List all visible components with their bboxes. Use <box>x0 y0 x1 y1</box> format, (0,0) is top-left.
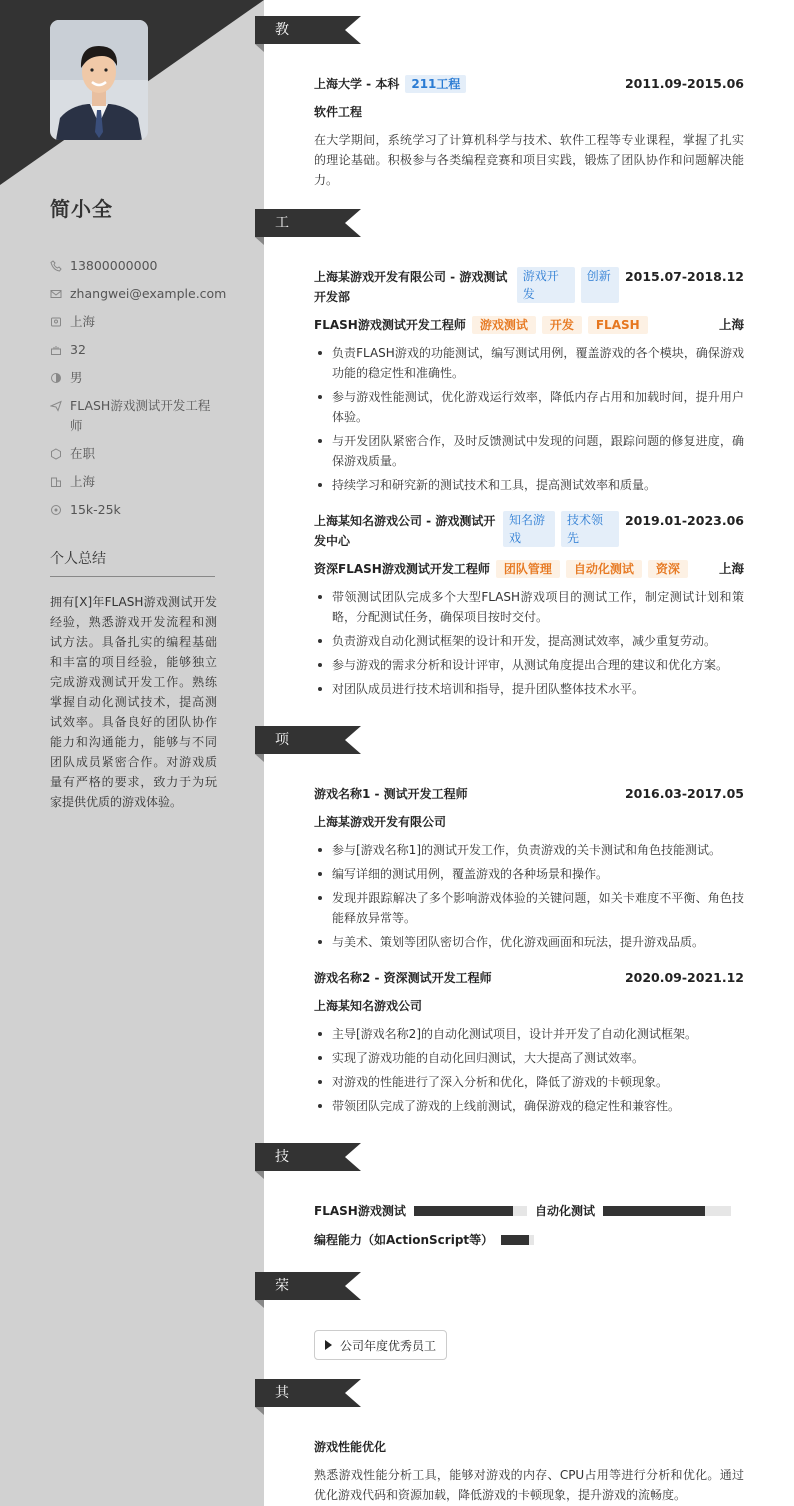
list-item: 对团队成员进行技术培训和指导，提升团队整体技术水平。 <box>314 679 744 699</box>
project-date: 2016.03-2017.05 <box>624 786 744 801</box>
project-entry-2 <box>314 968 744 1120</box>
project-bullets <box>314 840 744 952</box>
contact-job <box>50 396 220 436</box>
work-company-tags <box>503 511 625 547</box>
sidebar <box>0 0 264 1506</box>
skill-name: FLASH游戏测试 <box>314 1204 406 1218</box>
mail-icon <box>50 288 62 300</box>
work-company-tags <box>517 267 625 303</box>
contact-email <box>50 284 227 304</box>
other-title: 游戏性能优化 <box>314 1440 387 1454</box>
list-item: 参与游戏的需求分析和设计评审，从测试角度提出合理的建议和优化方案。 <box>314 655 744 675</box>
section-work-title: 工作经历 <box>275 215 290 315</box>
skill-bar <box>603 1206 731 1216</box>
work-company: 上海某知名游戏公司 - 游戏测试开发中心 <box>314 514 496 548</box>
contact-phone <box>50 256 220 276</box>
list-item: 编写详细的测试用例，覆盖游戏的各种场景和操作。 <box>314 864 744 884</box>
city-icon <box>50 476 62 488</box>
education-school-line <box>314 74 466 94</box>
list-item: 负责游戏自动化测试框架的设计和开发，提高测试效率，减少重复劳动。 <box>314 631 744 651</box>
work-date: 2019.01-2023.06 <box>624 513 744 528</box>
skill-bar-fill <box>501 1235 529 1245</box>
project-entry-1 <box>314 784 744 956</box>
skill-bar-fill <box>414 1206 513 1216</box>
award-item <box>314 1330 447 1360</box>
age-icon <box>50 344 62 356</box>
gender-icon <box>50 372 62 384</box>
contact-phone-text: 13800000000 <box>70 258 158 273</box>
play-icon <box>325 1340 332 1350</box>
work-company-tag: 技术领先 <box>561 511 619 547</box>
skill-tag: 自动化测试 <box>566 560 642 578</box>
list-item: 与美术、策划等团队密切合作，优化游戏画面和玩法，提升游戏品质。 <box>314 932 744 952</box>
work-role-line <box>314 315 648 335</box>
project-title: 游戏名称1 - 测试开发工程师 <box>314 787 468 801</box>
skill-tag: 开发 <box>542 316 582 334</box>
section-awards-title: 荣誉奖项 <box>275 1278 290 1378</box>
project-title: 游戏名称2 - 资深测试开发工程师 <box>314 971 492 985</box>
skill-name: 编程能力（如ActionScript等） <box>314 1233 494 1247</box>
section-education-title: 教育经历 <box>275 22 290 122</box>
education-entry <box>314 74 744 190</box>
education-major: 软件工程 <box>314 105 363 119</box>
project-company: 上海某知名游戏公司 <box>314 999 423 1013</box>
work-role-line <box>314 559 688 579</box>
section-projects-title: 项目经历 <box>275 732 290 832</box>
contact-age-text: 32 <box>70 342 86 357</box>
status-icon <box>50 448 62 460</box>
project-date: 2020.09-2021.12 <box>624 970 744 985</box>
contact-location <box>50 312 220 332</box>
skill-tag: FLASH <box>588 316 648 334</box>
section-other-title: 其他信息 <box>275 1385 290 1485</box>
list-item: 发现并跟踪解决了多个影响游戏体验的关键问题，如关卡难度不平衡、角色技能释放异常等。 <box>314 888 744 928</box>
project-bullets <box>314 1024 744 1116</box>
avatar <box>50 20 148 140</box>
education-desc: 在大学期间，系统学习了计算机科学与技术、软件工程等专业课程，掌握了扎实的理论基础。积极参与各类编程竞赛和项目实践，锻炼了团队协作和问题解决能力。 <box>314 133 744 187</box>
work-bullets <box>314 343 744 495</box>
list-item: 参与[游戏名称1]的测试开发工作，负责游戏的关卡测试和角色技能测试。 <box>314 840 744 860</box>
skills-row <box>314 1202 744 1219</box>
skill-tag: 团队管理 <box>496 560 560 578</box>
work-bullets <box>314 587 744 699</box>
work-company-tag: 知名游戏 <box>503 511 555 547</box>
education-school: 上海大学 - 本科 <box>314 77 400 91</box>
contact-city <box>50 472 220 492</box>
awards-list <box>314 1330 744 1360</box>
list-item: 负责FLASH游戏的功能测试，编写测试用例，覆盖游戏的各个模块，确保游戏功能的稳定性和准确性。 <box>314 343 744 383</box>
list-item: 与开发团队紧密合作，及时反馈测试中发现的问题，跟踪问题的修复进度，确保游戏质量。 <box>314 431 744 471</box>
list-item: 主导[游戏名称2]的自动化测试项目，设计并开发了自动化测试框架。 <box>314 1024 744 1044</box>
profile-name: 简小全 <box>50 197 113 221</box>
location-icon <box>50 316 62 328</box>
education-tag: 211工程 <box>405 75 466 93</box>
work-company-tag: 创新 <box>581 267 619 303</box>
salary-icon <box>50 504 62 516</box>
work-company-tag: 游戏开发 <box>517 267 575 303</box>
other-entry <box>314 1437 744 1505</box>
skill-bar <box>501 1235 534 1245</box>
contact-city-text: 上海 <box>70 474 96 489</box>
list-item: 实现了游戏功能的自动化回归测试，大大提高了测试效率。 <box>314 1048 744 1068</box>
contact-location-text: 上海 <box>70 314 96 329</box>
contact-age <box>50 340 220 360</box>
section-skills-title: 技能专长 <box>275 1149 290 1249</box>
work-city: 上海 <box>718 561 744 576</box>
education-date: 2011.09-2015.06 <box>624 76 744 91</box>
award-label: 公司年度优秀员工 <box>340 1338 437 1353</box>
contact-salary-text: 15k-25k <box>70 502 121 517</box>
main-content <box>264 0 794 1506</box>
work-city: 上海 <box>718 317 744 332</box>
list-item: 带领测试团队完成多个大型FLASH游戏项目的测试工作，制定测试计划和策略，分配测试任务，确保项目按时交付。 <box>314 587 744 627</box>
summary-title: 个人总结 <box>50 548 215 577</box>
work-role: 资深FLASH游戏测试开发工程师 <box>314 562 490 576</box>
skill-name: 自动化测试 <box>535 1204 596 1218</box>
skill-tag: 游戏测试 <box>472 316 536 334</box>
contact-salary <box>50 500 220 520</box>
phone-icon <box>50 260 62 272</box>
contact-job-text: FLASH游戏测试开发工程师 <box>70 398 211 433</box>
work-date: 2015.07-2018.12 <box>624 269 744 284</box>
skill-bar <box>414 1206 527 1216</box>
contact-list <box>50 256 227 528</box>
skill-item <box>314 1231 744 1248</box>
contact-gender <box>50 368 220 388</box>
work-company: 上海某游戏开发有限公司 - 游戏测试开发部 <box>314 270 508 304</box>
list-item: 对游戏的性能进行了深入分析和优化，降低了游戏的卡顿现象。 <box>314 1072 744 1092</box>
list-item: 带领团队完成了游戏的上线前测试，确保游戏的稳定性和兼容性。 <box>314 1096 744 1116</box>
work-entry-1 <box>314 267 744 499</box>
work-entry-2 <box>314 511 744 703</box>
job-icon <box>50 400 62 412</box>
skill-tag: 资深 <box>648 560 688 578</box>
skill-item <box>535 1202 731 1219</box>
summary-text: 拥有[X]年FLASH游戏测试开发经验，熟悉游戏开发流程和测试方法。具备扎实的编程基础和丰富的项目经验，能够独立完成游戏测试开发工作。熟练掌握自动化测试技术，提高测试效率。具备良好的团队协作能力和沟通能力，能够与不同团队成员紧密合作。对游戏质量有严格的要求，致力于为玩家提供优质的游戏体验。 <box>50 595 217 809</box>
list-item: 参与游戏性能测试，优化游戏运行效率，降低内存占用和加载时间，提升用户体验。 <box>314 387 744 427</box>
skill-item <box>314 1202 535 1219</box>
contact-status <box>50 444 220 464</box>
contact-gender-text: 男 <box>70 370 83 385</box>
other-desc: 熟悉游戏性能分析工具，能够对游戏的内存、CPU占用等进行分析和优化。通过优化游戏代码和资源加载，降低游戏的卡顿现象，提升游戏的流畅度。 <box>314 1468 744 1502</box>
skills-list <box>314 1202 744 1248</box>
list-item: 持续学习和研究新的测试技术和工具，提高测试效率和质量。 <box>314 475 744 495</box>
contact-email-text: zhangwei@example.com <box>70 286 227 301</box>
project-company: 上海某游戏开发有限公司 <box>314 815 447 829</box>
contact-status-text: 在职 <box>70 446 96 461</box>
skill-bar-fill <box>603 1206 705 1216</box>
work-role: FLASH游戏测试开发工程师 <box>314 318 466 332</box>
